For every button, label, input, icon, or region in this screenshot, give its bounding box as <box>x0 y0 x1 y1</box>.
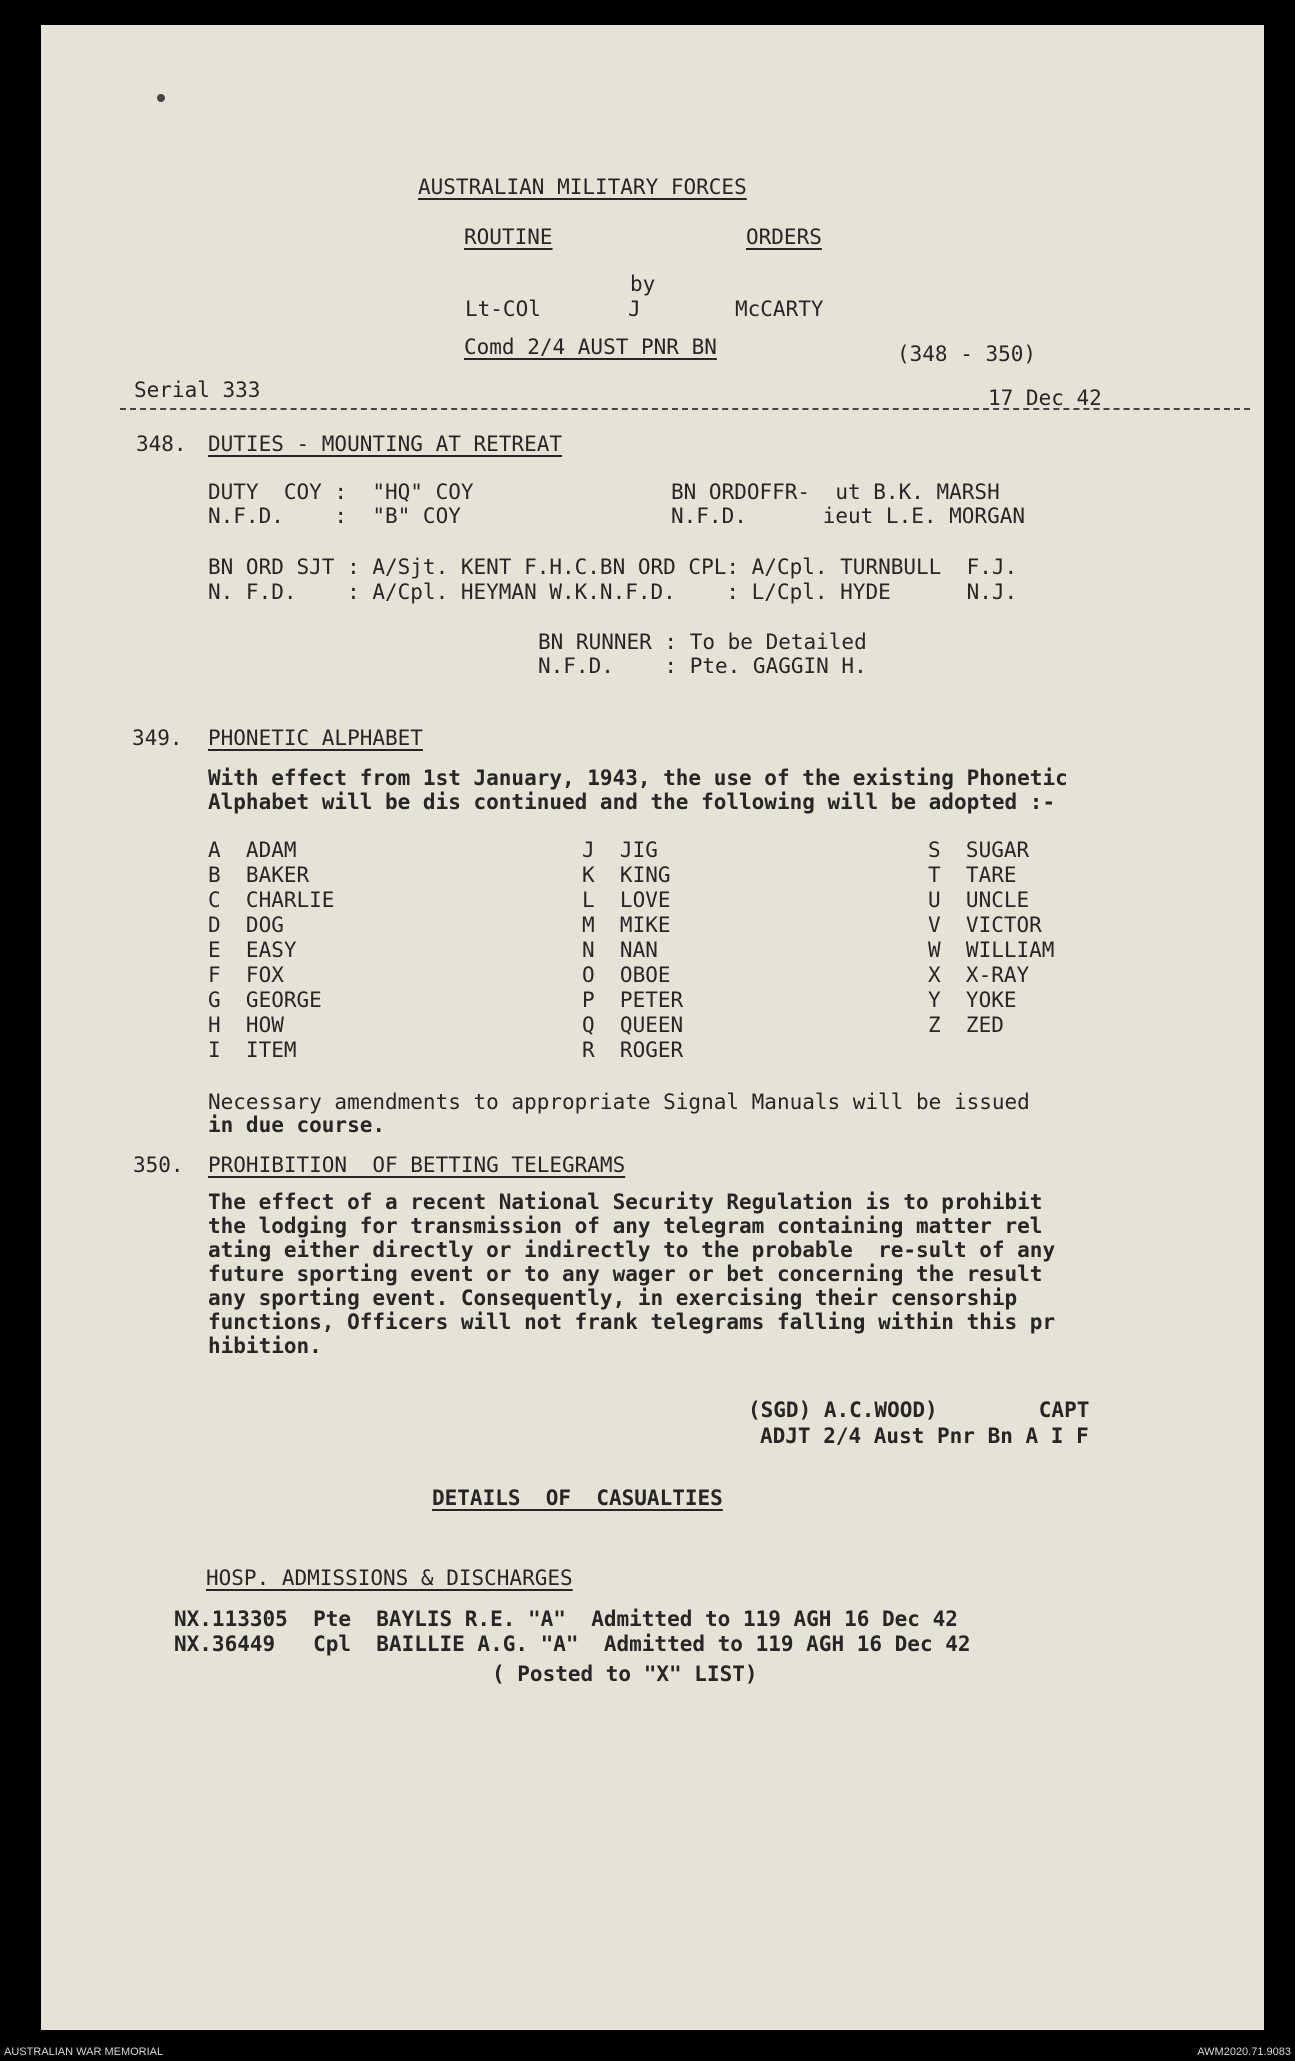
alphabet-column-3 <box>928 838 1054 1038</box>
alphabet-entry-3: V VICTOR <box>928 913 1042 937</box>
section-350-line: The effect of a recent National Security Regulation is to prohibit <box>208 1190 1043 1214</box>
section-350-line: any sporting event. Consequently, in exercising their censorship <box>208 1286 1018 1310</box>
alphabet-entry-1: A ADAM <box>208 838 297 862</box>
section-350-title: PROHIBITION OF BETTING TELEGRAMS <box>208 1153 626 1177</box>
duty-row-1-officer: BN ORDOFFR- ut B.K. MARSH <box>671 480 1000 504</box>
alphabet-entry-1: C CHARLIE <box>208 888 335 912</box>
header-command: Comd 2/4 AUST PNR BN <box>464 335 717 359</box>
footer-credit: AUSTRALIAN WAR MEMORIAL <box>4 2046 164 2058</box>
alphabet-entry-1: G GEORGE <box>208 988 322 1012</box>
duty-row-2: N.F.D. : "B" COY <box>208 504 461 528</box>
serial-number: Serial 333 <box>134 378 261 402</box>
duty-runner-nfd: N.F.D. : Pte. GAGGIN H. <box>538 654 867 678</box>
alphabet-entry-3: U UNCLE <box>928 888 1030 912</box>
footer-accession: AWM2020.71.9083 <box>1197 2046 1291 2058</box>
casualties-title: DETAILS OF CASUALTIES <box>432 1486 723 1510</box>
alphabet-column-2 <box>582 838 683 1063</box>
order-date: 17 Dec 42 <box>988 386 1102 410</box>
section-350-line: the lodging for transmission of any telegram containing matter rel <box>208 1214 1043 1238</box>
header-range: (348 - 350) <box>897 342 1037 366</box>
alphabet-entry-1: E EASY <box>208 938 297 962</box>
section-349-note-1: Necessary amendments to appropriate Signal Manuals will be issued <box>208 1090 1030 1114</box>
alphabet-entry-3: W WILLIAM <box>928 938 1055 962</box>
section-350-body <box>208 1190 1055 1358</box>
section-348-number: 348. <box>136 432 187 456</box>
alphabet-entry-1: I ITEM <box>208 1038 297 1062</box>
signature-line-1: (SGD) A.C.WOOD) CAPT <box>748 1398 1090 1422</box>
duty-row-2-officer: N.F.D. ieut L.E. MORGAN <box>671 504 1026 528</box>
section-349-note-2: in due course. <box>208 1113 386 1137</box>
header-surname: McCARTY <box>735 297 824 321</box>
section-350-line: future sporting event or to any wager or bet concerning the result <box>208 1262 1043 1286</box>
header-routine: ROUTINE <box>464 225 553 249</box>
alphabet-column-1 <box>208 838 334 1063</box>
alphabet-entry-2: L LOVE <box>582 888 671 912</box>
signature-line-2: ADJT 2/4 Aust Pnr Bn A I F <box>760 1424 1089 1448</box>
ink-mark <box>157 94 165 102</box>
alphabet-entry-1: F FOX <box>208 963 284 987</box>
header-rank: Lt-COl <box>465 297 541 321</box>
section-348-title: DUTIES - MOUNTING AT RETREAT <box>208 432 563 456</box>
header-orders: ORDERS <box>746 225 822 249</box>
alphabet-entry-3: T TARE <box>928 863 1017 887</box>
alphabet-entry-2: K KING <box>582 863 671 887</box>
header-initial: J <box>628 297 641 321</box>
alphabet-entry-1: H HOW <box>208 1013 284 1037</box>
alphabet-entry-2: J JIG <box>582 838 658 862</box>
casualty-row: NX.113305 Pte BAYLIS R.E. "A" Admitted to 119 AGH 16 Dec 42 <box>174 1607 958 1631</box>
section-349-para-2: Alphabet will be dis continued and the following will be adopted :- <box>208 790 1056 814</box>
alphabet-entry-2: Q QUEEN <box>582 1013 684 1037</box>
alphabet-entry-2: P PETER <box>582 988 684 1012</box>
alphabet-entry-3: X X-RAY <box>928 963 1030 987</box>
alphabet-entry-2: R ROGER <box>582 1038 684 1062</box>
alphabet-entry-2: O OBOE <box>582 963 671 987</box>
header-title: AUSTRALIAN MILITARY FORCES <box>418 175 747 199</box>
duty-row-3: BN ORD SJT : A/Sjt. KENT F.H.C.BN ORD CPL: A/Cpl. TURNBULL F.J. <box>208 555 1018 579</box>
section-350-number: 350. <box>133 1153 184 1177</box>
alphabet-entry-1: D DOG <box>208 913 284 937</box>
alphabet-entry-1: B BAKER <box>208 863 310 887</box>
section-350-line: functions, Officers will not frank telegrams falling within this pr <box>208 1310 1056 1334</box>
section-349-title: PHONETIC ALPHABET <box>208 726 423 750</box>
casualty-note: ( Posted to "X" LIST) <box>492 1662 758 1686</box>
alphabet-entry-3: Y YOKE <box>928 988 1017 1012</box>
section-350-line: hibition. <box>208 1334 322 1358</box>
duty-row-1: DUTY COY : "HQ" COY <box>208 480 474 504</box>
casualty-row: NX.36449 Cpl BAILLIE A.G. "A" Admitted to 119 AGH 16 Dec 42 <box>174 1632 971 1656</box>
header-by: by <box>630 272 656 296</box>
section-349-number: 349. <box>132 726 183 750</box>
duty-runner: BN RUNNER : To be Detailed <box>538 630 867 654</box>
alphabet-entry-2: N NAN <box>582 938 658 962</box>
casualties-subtitle: HOSP. ADMISSIONS & DISCHARGES <box>206 1566 573 1590</box>
section-349-para-1: With effect from 1st January, 1943, the use of the existing Phonetic <box>208 766 1068 790</box>
section-350-line: ating either directly or indirectly to the probable re-sult of any <box>208 1238 1056 1262</box>
duty-row-4: N. F.D. : A/Cpl. HEYMAN W.K.N.F.D. : L/Cpl. HYDE N.J. <box>208 580 1018 604</box>
alphabet-entry-2: M MIKE <box>582 913 671 937</box>
alphabet-entry-3: Z ZED <box>928 1013 1004 1037</box>
divider-line <box>120 408 1250 410</box>
alphabet-entry-3: S SUGAR <box>928 838 1030 862</box>
